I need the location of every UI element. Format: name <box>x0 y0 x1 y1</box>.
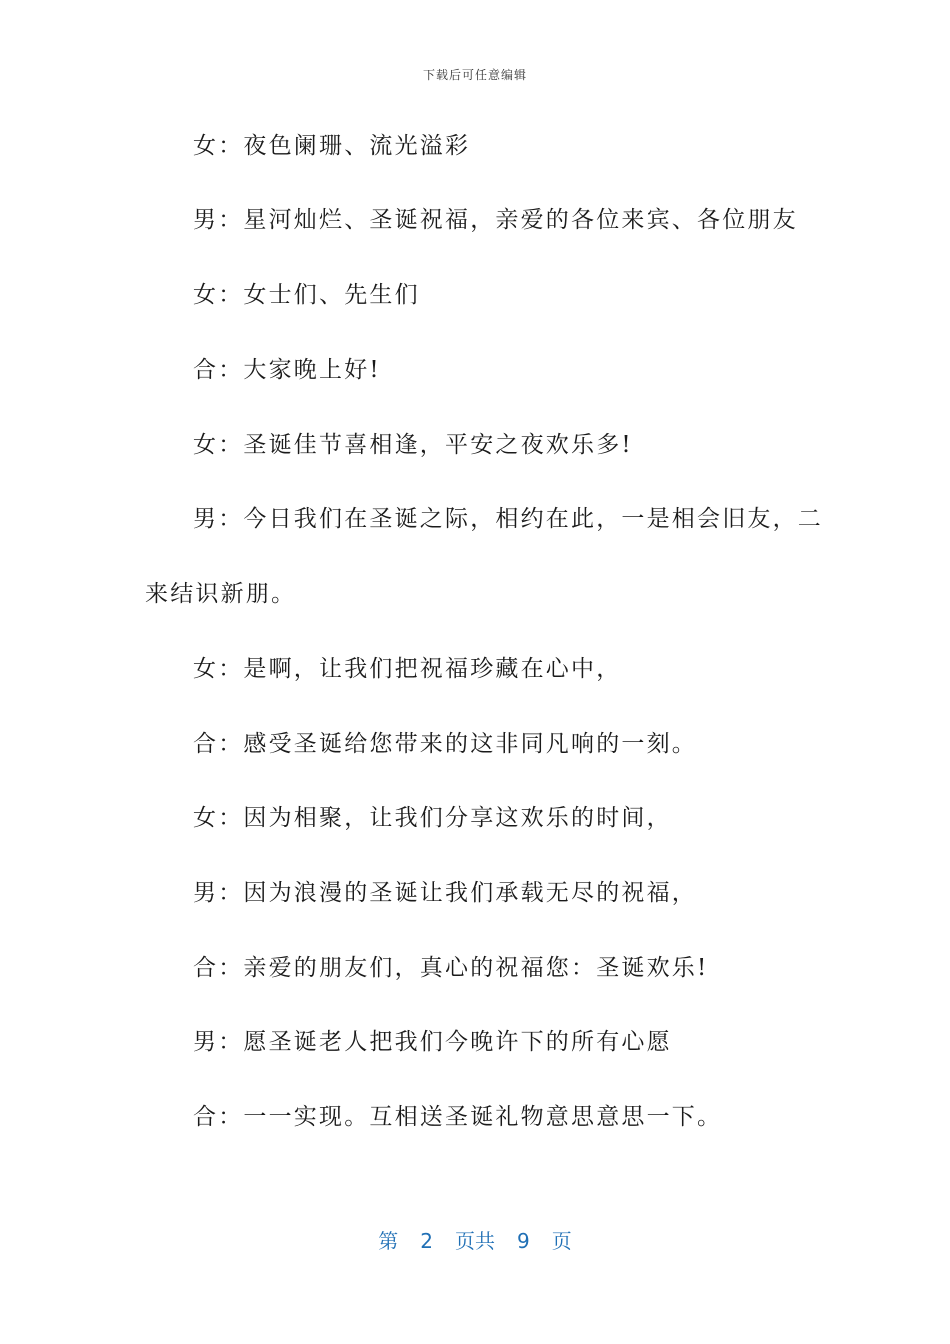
total-pages-number: 9 <box>517 1229 530 1253</box>
script-line: 男：愿圣诞老人把我们今晚许下的所有心愿 <box>193 1029 672 1055</box>
page-footer <box>0 1225 950 1254</box>
page-header: 下载后可任意编辑 <box>422 68 527 82</box>
script-line: 男：今日我们在圣诞之际，相约在此，一是相会旧友，二 <box>193 506 823 532</box>
script-line: 合：感受圣诞给您带来的这非同凡响的一刻。 <box>193 731 697 757</box>
script-line-continuation: 来结识新朋。 <box>145 581 297 607</box>
script-line: 合：一一实现。互相送圣诞礼物意思意思一下。 <box>193 1104 723 1130</box>
script-line: 男：因为浪漫的圣诞让我们承载无尽的祝福， <box>193 880 697 906</box>
script-line: 女：圣诞佳节喜相逢，平安之夜欢乐多! <box>193 432 633 458</box>
script-line: 女：夜色阑珊、流光溢彩 <box>193 133 471 159</box>
page-label-suffix: 页 <box>551 1229 572 1253</box>
script-line: 男：星河灿烂、圣诞祝福，亲爱的各位来宾、各位朋友 <box>193 207 798 233</box>
script-line: 合：亲爱的朋友们，真心的祝福您：圣诞欢乐! <box>193 955 709 981</box>
current-page-number: 2 <box>420 1229 433 1253</box>
script-line: 合：大家晚上好! <box>193 357 381 383</box>
script-line: 女：是啊，让我们把祝福珍藏在心中， <box>193 656 622 682</box>
script-line: 女：女士们、先生们 <box>193 282 420 308</box>
page-label-mid: 页共 <box>455 1229 495 1253</box>
script-line: 女：因为相聚，让我们分享这欢乐的时间， <box>193 805 672 831</box>
page-label-prefix: 第 <box>378 1229 399 1253</box>
